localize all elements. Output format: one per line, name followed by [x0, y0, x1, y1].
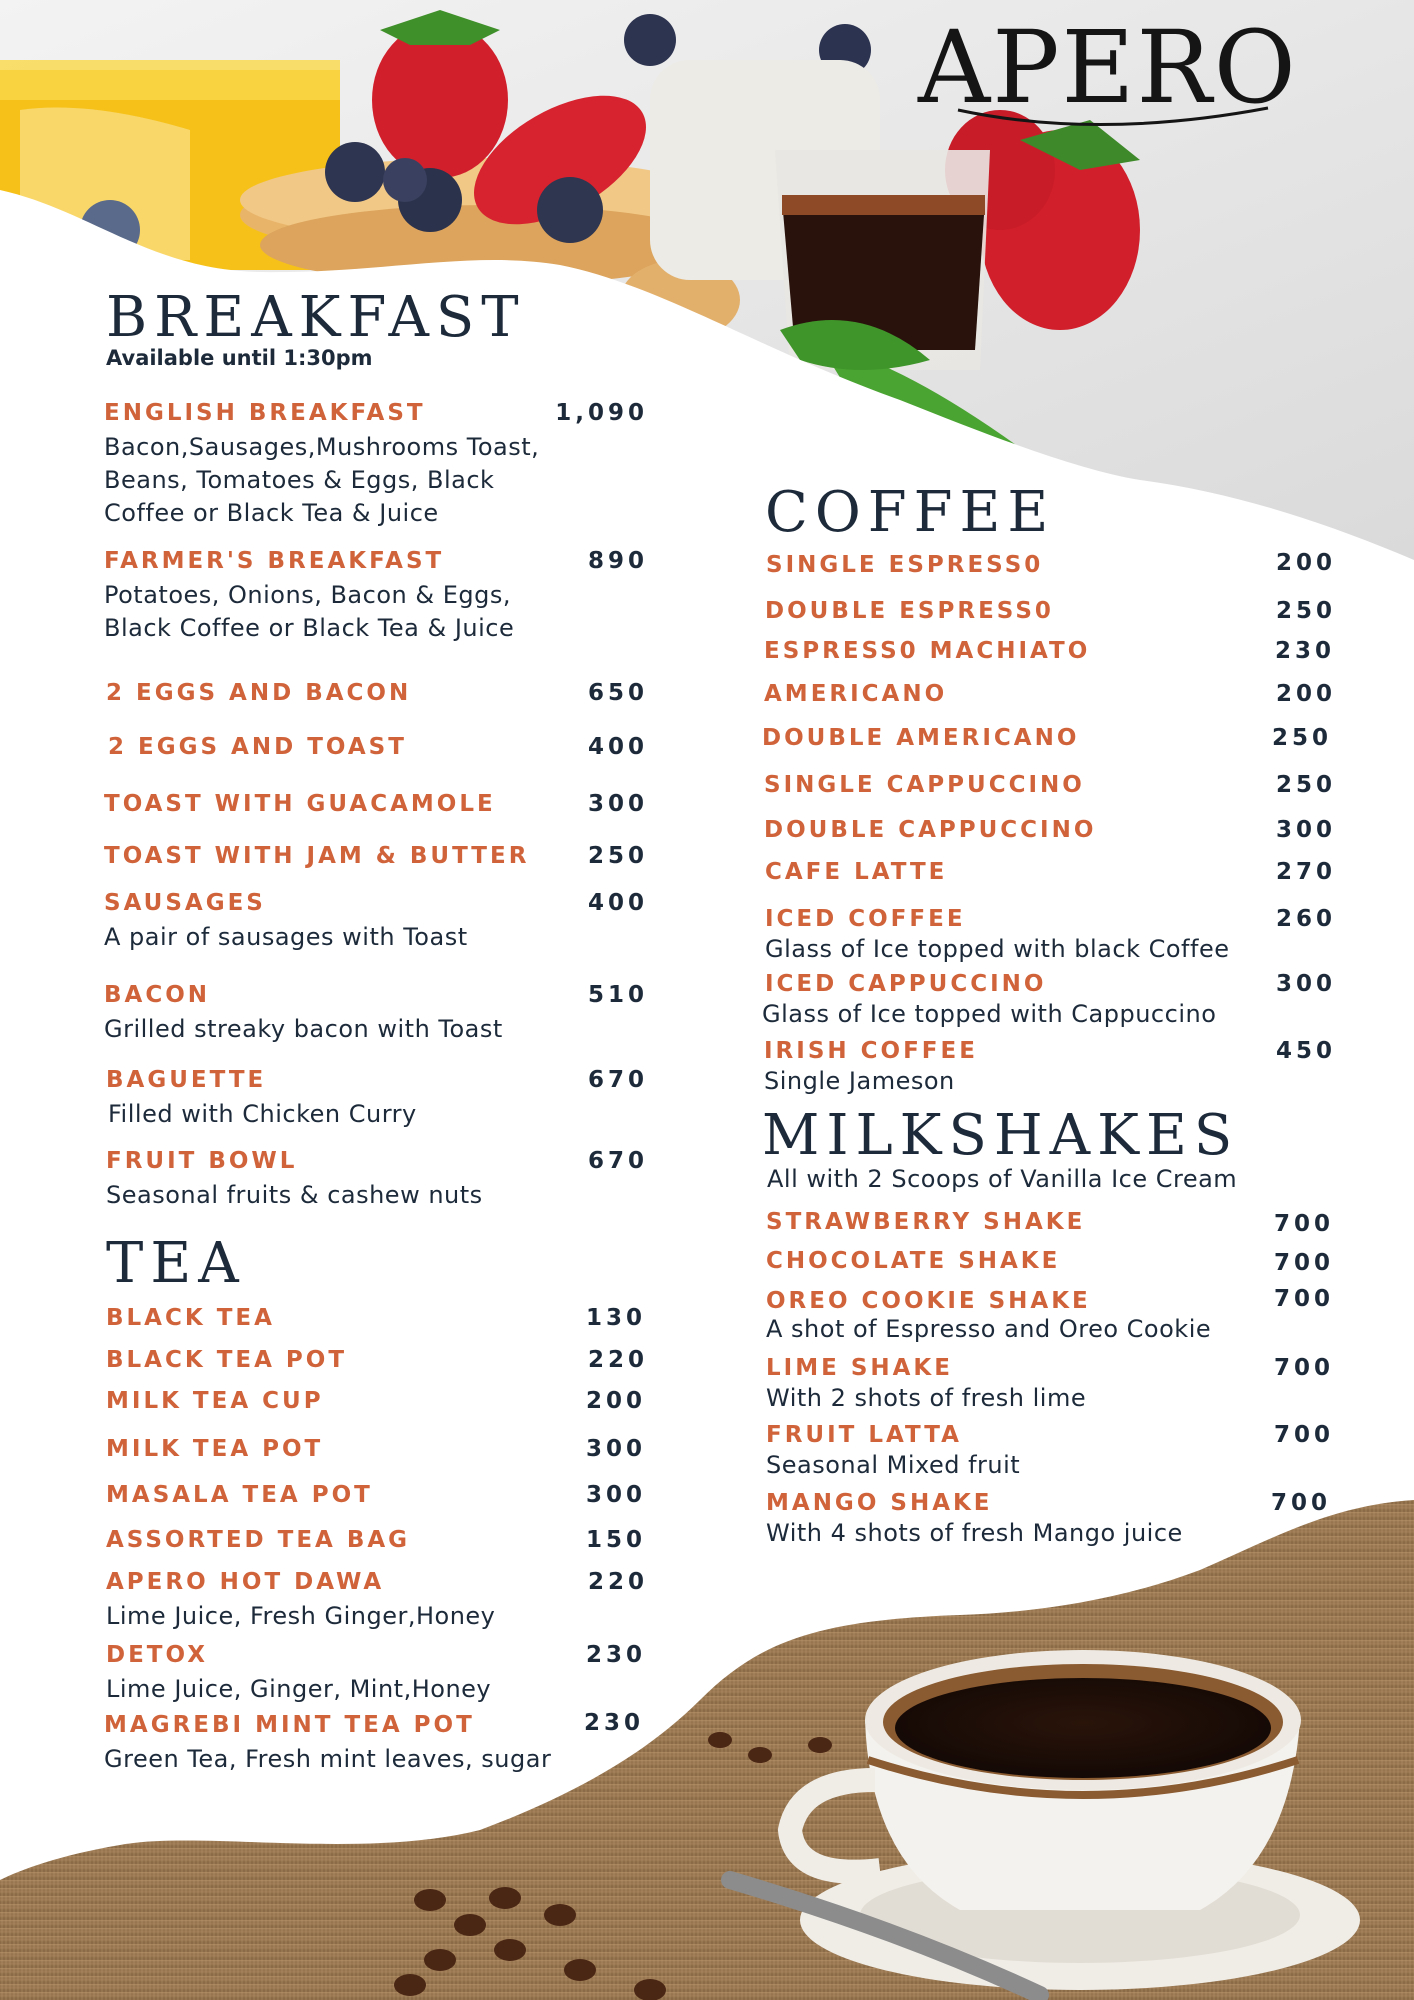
item-price: 700 [1273, 1211, 1334, 1237]
item-name: AMERICANO [764, 681, 948, 707]
milkshakes-title: MILKSHAKES [762, 1103, 1240, 1168]
item-name: SAUSAGES [104, 890, 266, 916]
item-name: DOUBLE ESPRESS0 [765, 598, 1054, 624]
item-description: With 2 shots of fresh lime [766, 1384, 1087, 1412]
item-name: TOAST WITH GUACAMOLE [104, 791, 496, 817]
item-price: 300 [1275, 971, 1336, 997]
item-price: 130 [585, 1305, 646, 1331]
item-price: 400 [587, 890, 648, 916]
coffee-title: COFFEE [765, 480, 1056, 545]
item-price: 700 [1273, 1286, 1334, 1312]
item-price: 700 [1270, 1490, 1331, 1516]
item-name: TOAST WITH JAM & BUTTER [104, 843, 530, 869]
item-price: 510 [587, 982, 648, 1008]
item-price: 450 [1275, 1038, 1336, 1064]
item-name: OREO COOKIE SHAKE [766, 1288, 1091, 1314]
item-price: 230 [1274, 638, 1335, 664]
item-name: MANGO SHAKE [766, 1490, 993, 1516]
item-name: FRUIT BOWL [106, 1148, 298, 1174]
item-description: Grilled streaky bacon with Toast [104, 1015, 503, 1043]
item-price: 300 [587, 791, 648, 817]
item-name: FARMER'S BREAKFAST [104, 548, 445, 574]
item-name: MILK TEA CUP [106, 1388, 324, 1414]
item-name: ESPRESS0 MACHIATO [764, 638, 1091, 664]
item-description: Green Tea, Fresh mint leaves, sugar [104, 1745, 552, 1773]
item-name: IRISH COFFEE [764, 1038, 978, 1064]
item-description: Seasonal Mixed fruit [766, 1451, 1021, 1479]
item-name: CHOCOLATE SHAKE [766, 1248, 1061, 1274]
item-name: MAGREBI MINT TEA POT [104, 1712, 475, 1738]
item-name: STRAWBERRY SHAKE [766, 1209, 1086, 1235]
item-price: 650 [587, 680, 648, 706]
item-name: ASSORTED TEA BAG [106, 1527, 411, 1553]
item-price: 670 [587, 1067, 648, 1093]
item-price: 300 [585, 1482, 646, 1508]
item-price: 200 [585, 1388, 646, 1414]
item-price: 700 [1273, 1250, 1334, 1276]
item-description: Glass of Ice topped with black Coffee [765, 935, 1230, 963]
item-description: With 4 shots of fresh Mango juice [766, 1519, 1183, 1547]
item-name: BACON [104, 982, 211, 1008]
item-description: Filled with Chicken Curry [108, 1100, 417, 1128]
item-price: 150 [585, 1527, 646, 1553]
item-price: 270 [1275, 859, 1336, 885]
item-price: 670 [587, 1148, 648, 1174]
item-name: BLACK TEA [106, 1305, 275, 1331]
item-price: 300 [585, 1436, 646, 1462]
item-name: DOUBLE CAPPUCCINO [764, 817, 1097, 843]
item-description: Single Jameson [764, 1067, 955, 1095]
item-price: 890 [587, 548, 648, 574]
item-name: LIME SHAKE [766, 1355, 953, 1381]
item-price: 230 [585, 1642, 646, 1668]
item-price: 300 [1275, 817, 1336, 843]
breakfast-subtitle: Available until 1:30pm [106, 346, 373, 370]
item-description: Lime Juice, Fresh Ginger,Honey [106, 1602, 496, 1630]
item-name: 2 EGGS AND BACON [106, 680, 412, 706]
item-name: SINGLE ESPRESS0 [766, 552, 1044, 578]
item-description: Lime Juice, Ginger, Mint,Honey [106, 1675, 492, 1703]
item-description: A shot of Espresso and Oreo Cookie [766, 1315, 1212, 1343]
item-description: A pair of sausages with Toast [104, 923, 468, 951]
item-price: 700 [1273, 1355, 1334, 1381]
item-description: Glass of Ice topped with Cappuccino [762, 1000, 1217, 1028]
item-price: 250 [1275, 598, 1336, 624]
item-price: 230 [583, 1710, 644, 1736]
item-price: 260 [1275, 906, 1336, 932]
item-price: 700 [1273, 1422, 1334, 1448]
item-price: 400 [587, 734, 648, 760]
item-price: 220 [587, 1569, 648, 1595]
logo-swash [918, 100, 1298, 130]
item-description: Potatoes, Onions, Bacon & Eggs, Black Coffee or Black Tea & Juice [104, 581, 515, 642]
item-name: CAFE LATTE [765, 859, 948, 885]
item-name: MASALA TEA POT [106, 1482, 373, 1508]
item-price: 250 [587, 843, 648, 869]
item-name: 2 EGGS AND TOAST [108, 734, 407, 760]
item-name: DOUBLE AMERICANO [762, 725, 1080, 751]
tea-title: TEA [106, 1231, 246, 1296]
item-price: 200 [1275, 681, 1336, 707]
item-price: 250 [1271, 725, 1332, 751]
brand-logo: APERO [918, 9, 1298, 126]
item-description: Bacon,Sausages,Mushrooms Toast, Beans, Tomatoes & Eggs, Black Coffee or Black Tea & Juice [104, 433, 540, 527]
item-name: ENGLISH BREAKFAST [104, 400, 426, 426]
item-price: 200 [1275, 550, 1336, 576]
item-name: FRUIT LATTA [766, 1422, 962, 1448]
item-name: MILK TEA POT [106, 1436, 324, 1462]
item-price: 1,090 [555, 400, 648, 426]
item-name: ICED CAPPUCCINO [765, 971, 1047, 997]
item-name: SINGLE CAPPUCCINO [764, 772, 1085, 798]
breakfast-title: BREAKFAST [106, 285, 526, 350]
item-price: 220 [587, 1347, 648, 1373]
item-name: ICED COFFEE [765, 906, 966, 932]
item-name: BLACK TEA POT [106, 1347, 348, 1373]
item-price: 250 [1275, 772, 1336, 798]
milkshakes-subtitle: All with 2 Scoops of Vanilla Ice Cream [767, 1165, 1238, 1193]
item-name: APERO HOT DAWA [106, 1569, 385, 1595]
item-name: BAGUETTE [106, 1067, 267, 1093]
item-description: Seasonal fruits & cashew nuts [106, 1181, 483, 1209]
item-name: DETOX [106, 1642, 208, 1668]
